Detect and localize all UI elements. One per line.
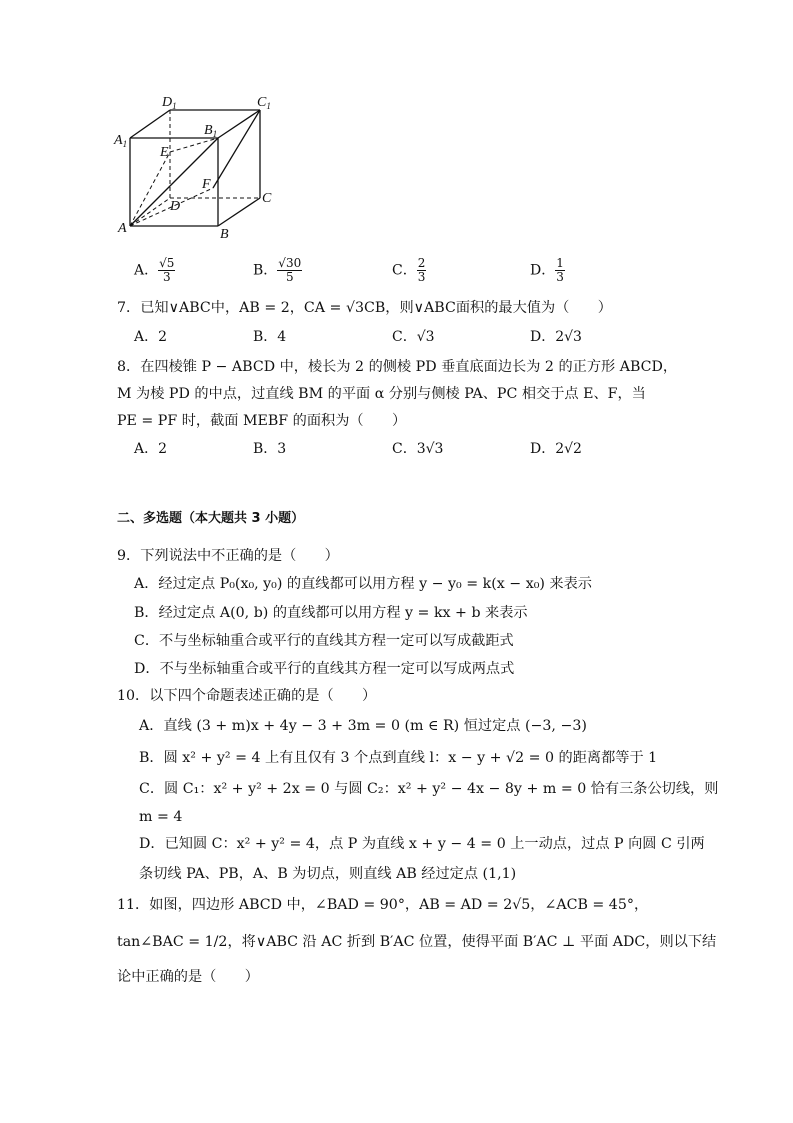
- q8-option-c: C．3√3: [392, 441, 444, 457]
- q11-stem-line1: 11．如图，四边形 ABCD 中，∠BAD = 90°，AB = AD = 2√5，∠ACB = 45°，: [117, 897, 649, 913]
- q6-option-d: D． $\frac{1}{3}$: [530, 256, 564, 284]
- label-E: E: [160, 145, 169, 160]
- q7-option-c: C．√3: [392, 329, 435, 345]
- label-A: A: [118, 221, 127, 236]
- q9-option-d: D．不与坐标轴重合或平行的直线其方程一定可以写成两点式: [134, 661, 515, 677]
- q7-option-b: B．4: [253, 329, 287, 345]
- q9-option-b: B．经过定点 A(0, b) 的直线都可以用方程 y = kx + b 来表示: [134, 605, 528, 621]
- q9-option-a: A．经过定点 P₀(x₀, y₀) 的直线都可以用方程 y − y₀ = k(x − x₀) 来表示: [134, 576, 592, 592]
- section-heading: 二、多选题（本大题共 3 小题）: [117, 511, 305, 526]
- q8-option-b: B．3: [253, 441, 287, 457]
- label-B: B: [220, 227, 229, 242]
- q10-option-b: B．圆 x² + y² = 4 上有且仅有 3 个点到直线 l：x − y + √2 = 0 的距离都等于 1: [139, 750, 658, 766]
- q11-stem-line2: tan∠BAC = 1/2，将∨ABC 沿 AC 折到 B′AC 位置，使得平面 B′AC ⊥ 平面 ADC，则以下结: [117, 934, 717, 950]
- q9-stem: 9．下列说法中不正确的是（ ）: [117, 548, 339, 564]
- q6-option-a: A． $\frac{√5}{3}$: [134, 256, 175, 284]
- label-C1: $C_1$: [257, 95, 271, 111]
- q6-option-b: B． $\frac{√30}{5}$: [253, 256, 302, 284]
- label-A1: $A_1$: [114, 133, 128, 149]
- q10-option-a: A．直线 (3 + m)x + 4y − 3 + 3m = 0 (m ∈ R) 恒过定点 (−3, −3): [139, 718, 587, 734]
- q8-stem-line1: 8．在四棱锥 P − ABCD 中，棱长为 2 的侧棱 PD 垂直底面边长为 2 的正方形 ABCD，: [117, 359, 678, 375]
- label-F: F: [202, 177, 211, 192]
- q10-option-d-line2: 条切线 PA、PB，A、B 为切点，则直线 AB 经过定点 (1,1): [139, 866, 517, 882]
- q7-stem: 7．已知∨ABC中，AB = 2，CA = √3CB，则∨ABC面积的最大值为（ ）: [117, 300, 612, 316]
- label-D1: $D_1$: [162, 95, 177, 111]
- q8-stem-line2: M 为棱 PD 的中点，过直线 BM 的平面 α 分别与侧棱 PA、PC 相交于点 E、F，当: [117, 386, 646, 402]
- q11-stem-line3: 论中正确的是（ ）: [117, 969, 259, 985]
- q10-option-c-line2: m = 4: [139, 809, 183, 825]
- q10-stem: 10．以下四个命题表述正确的是（ ）: [117, 688, 377, 704]
- q7-option-d: D．2√3: [530, 329, 582, 345]
- q6-option-c: C． $\frac{2}{3}$: [392, 256, 426, 284]
- cube-figure: [112, 92, 292, 242]
- label-C: C: [262, 191, 272, 206]
- q8-option-a: A．2: [134, 441, 168, 457]
- q10-option-c-line1: C．圆 C₁：x² + y² + 2x = 0 与圆 C₂：x² + y² − 4x − 8y + m = 0 恰有三条公切线，则: [139, 781, 719, 797]
- q8-option-d: D．2√2: [530, 441, 582, 457]
- q7-option-a: A．2: [134, 329, 168, 345]
- label-B1: $B_1$: [204, 123, 218, 139]
- q10-option-d-line1: D．已知圆 C：x² + y² = 4，点 P 为直线 x + y − 4 = 0 上一动点，过点 P 向圆 C 引两: [139, 836, 705, 852]
- q8-stem-line3: PE = PF 时，截面 MEBF 的面积为（ ）: [117, 413, 407, 429]
- q9-option-c: C．不与坐标轴重合或平行的直线其方程一定可以写成截距式: [134, 633, 514, 649]
- label-D: D: [170, 199, 181, 214]
